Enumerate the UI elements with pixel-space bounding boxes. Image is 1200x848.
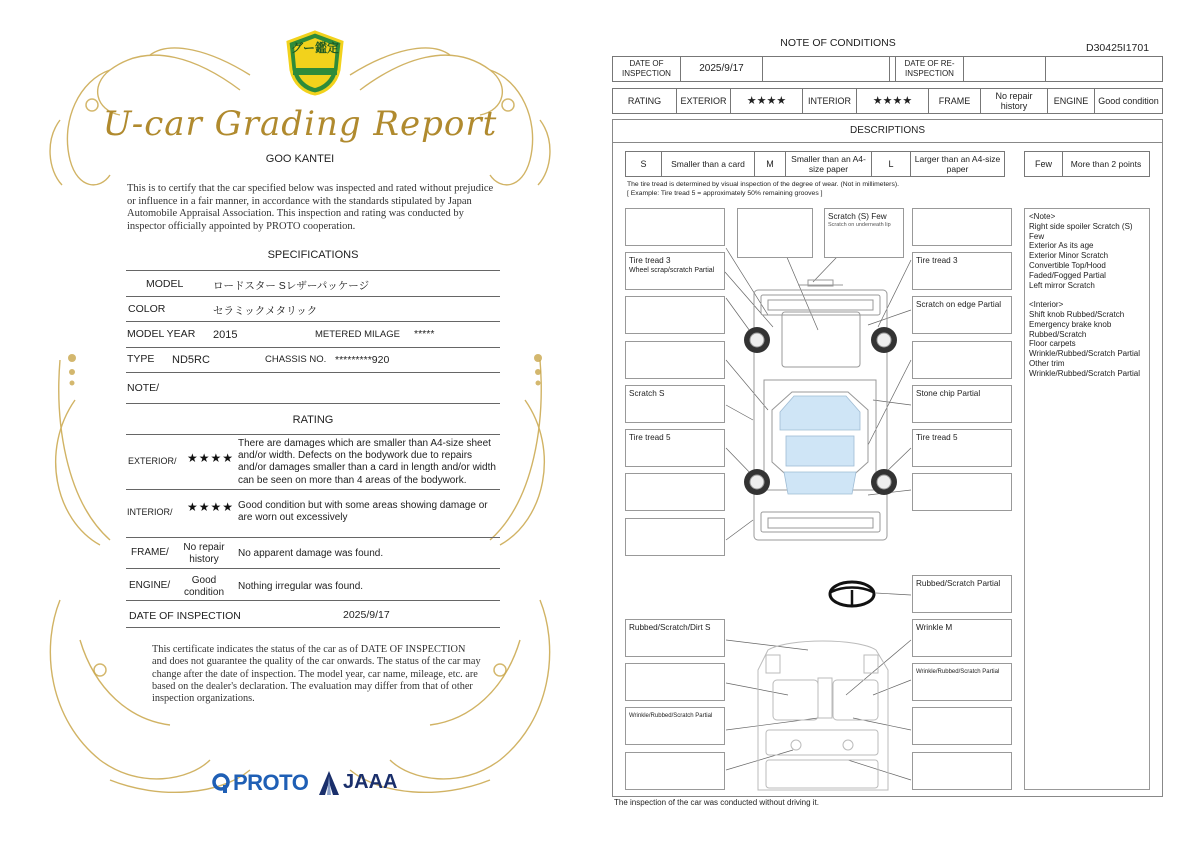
mileage-value: *****	[414, 328, 435, 340]
notes-line: Exterior As its age	[1029, 241, 1094, 251]
callout-box	[912, 707, 1012, 745]
note-label: NOTE/	[127, 382, 160, 394]
divider	[126, 403, 500, 404]
exterior-stars: ★★★★	[731, 89, 803, 113]
callout-front-spoiler	[824, 208, 904, 258]
divider	[126, 372, 500, 373]
notes-line: <Note>	[1029, 212, 1056, 221]
frame-label: FRAME	[929, 89, 981, 113]
callout-tire-front-right: Tire tread 3	[912, 252, 1012, 290]
interior-label: INTERIOR/	[127, 507, 173, 517]
interior-stars: ★★★★	[187, 500, 235, 514]
exterior-label: EXTERIOR	[677, 89, 731, 113]
callout-tire-rear-right: Tire tread 5	[912, 429, 1012, 467]
frame-value: No repair history	[183, 542, 225, 565]
date-reinspection-value	[964, 57, 1046, 81]
callout-text: Tire tread 3	[629, 256, 671, 265]
divider	[126, 434, 500, 435]
callout-box	[912, 752, 1012, 790]
rating-heading: RATING	[292, 414, 334, 426]
notes-line: Left mirror Scratch	[1029, 280, 1095, 290]
callout-subtext: Scratch on underneath lip	[828, 222, 891, 228]
callout-box	[912, 341, 1012, 379]
legend-few-row	[1024, 151, 1150, 177]
divider	[126, 627, 500, 628]
frame-value: No repair history	[981, 89, 1048, 113]
chassis-label: CHASSIS NO.	[265, 354, 327, 365]
shield-badge-icon	[284, 30, 346, 96]
callout-interior-wrinkle-left: Wrinkle/Rubbed/Scratch Partial	[625, 707, 725, 745]
cert-title: U-car Grading Report	[102, 104, 498, 144]
cert-intro: This is to certify that the car specified below was inspected and rated without prejudice or influence in a fair manner, in accordance with the standards stipulated by Japan Automobile Appraisal Association. This inspection and rating was conducted by inspector officially appointed by PROTO cooperation.	[127, 183, 494, 232]
steering-wheel-icon	[830, 582, 874, 606]
callout-interior-dirt: Rubbed/Scratch/Dirt S	[625, 619, 725, 657]
proto-logo-text: PROTO	[233, 770, 309, 795]
legend-l-text: Larger than an A4-size paper	[914, 153, 1001, 174]
callout-scratch-edge: Scratch on edge Partial	[912, 296, 1012, 334]
dates-row	[612, 56, 1163, 82]
callout-box	[625, 473, 725, 511]
badge-text: グー鑑定	[290, 41, 339, 55]
callout-text: Wheel scrap/scratch Partial	[629, 267, 715, 274]
cert-footnote: This certificate indicates the status of the car as of DATE OF INSPECTION and does not guarantee the quality of the car onwards. The status of the car may change after the date of inspection. The model year, car name, mileage, etc. are based on the dealer's declaration. The evaluation may differ from that of other inspection organizations.	[152, 644, 481, 705]
car-windows	[780, 396, 860, 494]
specs-heading: SPECIFICATIONS	[267, 249, 359, 261]
callout-box	[625, 341, 725, 379]
notes-line: Emergency brake knob Rubbed/Scratch	[1029, 319, 1112, 339]
callout-box	[912, 208, 1012, 246]
engine-label: ENGINE/	[129, 580, 171, 591]
interior-stars: ★★★★	[857, 89, 929, 113]
exterior-desc: There are damages which are smaller than A4-size sheet and/or width. Defects on the bodywork due to repairs and/or damages smaller than a card in length and/or width can be seen on more than 4 areas of the bodywork.	[238, 438, 496, 486]
notes-line: Other trim Wrinkle/Rubbed/Scratch Partial	[1029, 358, 1141, 378]
callout-box	[625, 296, 725, 334]
callout-steering: Rubbed/Scratch Partial	[912, 575, 1012, 613]
legend-s-code: S	[626, 152, 662, 176]
note-of-conditions-sheet	[608, 0, 1168, 848]
interior-label: INTERIOR	[803, 89, 857, 113]
date-inspection-label: DATE OF INSPECTION	[129, 610, 241, 622]
divider	[126, 347, 500, 348]
model-label: MODEL	[146, 278, 184, 290]
callout-scratch-s: Scratch S	[625, 385, 725, 423]
callout-tire-rear-left: Tire tread 5	[625, 429, 725, 467]
mileage-label: METERED MILAGE	[315, 329, 400, 340]
divider	[126, 600, 500, 601]
sheet-title: NOTE OF CONDITIONS	[780, 37, 896, 49]
legend-s-text: Smaller than a card	[662, 152, 755, 176]
exterior-stars: ★★★★	[187, 451, 235, 465]
frame-desc: No apparent damage was found.	[238, 548, 384, 559]
date-inspection-value: 2025/9/17	[343, 609, 390, 621]
notes-line: Floor carpets Wrinkle/Rubbed/Scratch Partial	[1029, 339, 1141, 359]
callout-box	[912, 473, 1012, 511]
callout-box	[737, 208, 813, 258]
divider	[126, 321, 500, 322]
engine-value: Good condition	[1098, 95, 1159, 106]
callout-box	[625, 663, 725, 701]
chassis-value: *********920	[335, 354, 390, 366]
sheet-footer: The inspection of the car was conducted without driving it.	[614, 798, 819, 807]
notes-panel	[1024, 208, 1150, 790]
engine-value: Good condition	[183, 575, 225, 598]
divider	[126, 568, 500, 569]
frame-label: FRAME/	[131, 547, 169, 558]
model-value: ロードスター Sレザーパッケージ	[213, 280, 370, 292]
descriptions-heading: DESCRIPTIONS	[612, 119, 1163, 143]
legend-row	[625, 151, 1005, 177]
tread-note: The tire tread is determined by visual inspection of the degree of wear. (Not in millimeters).	[627, 181, 899, 188]
color-value: セラミックメタリック	[213, 305, 318, 317]
notes-line: Right side spoiler Scratch (S) Few	[1029, 221, 1133, 241]
interior-desc: Good condition but with some areas showing damage or are worn out excessively	[238, 500, 488, 524]
notes-line: Exterior Minor Scratch	[1029, 251, 1109, 261]
rating-label: RATING	[613, 89, 677, 113]
date-reinspection-label: DATE OF RE-INSPECTION	[896, 57, 964, 81]
callout-text: Scratch (S) Few	[828, 212, 887, 221]
date-inspection-value: 2025/9/17	[681, 57, 763, 81]
model-year-value: 2015	[213, 329, 238, 341]
type-label: TYPE	[127, 353, 155, 365]
divider	[126, 270, 500, 271]
exterior-label: EXTERIOR/	[128, 456, 177, 466]
notes-line: Shift knob Rubbed/Scratch	[1029, 309, 1125, 319]
tread-example: [ Example: Tire tread 5 = approximately 50% remaining grooves ]	[627, 190, 823, 197]
divider	[126, 296, 500, 297]
doc-id: D30425I1701	[1086, 42, 1150, 54]
callout-tire-front-left	[625, 252, 725, 290]
notes-spacer	[1029, 290, 1145, 300]
callout-interior-wrinkle-right: Wrinkle/Rubbed/Scratch Partial	[912, 663, 1012, 701]
legend-few-text: More than 2 points	[1070, 158, 1142, 169]
callout-box	[625, 752, 725, 790]
date-blank	[763, 57, 890, 81]
notes-line: <Interior>	[1029, 300, 1064, 310]
rating-row	[612, 88, 1163, 114]
jaaa-logo-text: JAAA	[343, 771, 398, 793]
legend-m-code: M	[755, 152, 786, 176]
jaaa-logo-icon	[318, 770, 340, 796]
notes-line: Convertible Top/Hood Faded/Fogged Partial	[1029, 260, 1106, 280]
proto-logo-icon	[212, 772, 230, 794]
type-value: ND5RC	[172, 354, 210, 366]
divider	[126, 537, 500, 538]
legend-l-code: L	[872, 152, 911, 176]
callout-box	[625, 518, 725, 556]
callout-box	[625, 208, 725, 246]
date-blank	[1046, 57, 1162, 81]
car-interior-view	[758, 641, 888, 790]
legend-m-text: Smaller than an A4-size paper	[786, 152, 872, 176]
callout-wrinkle-m: Wrinkle M	[912, 619, 1012, 657]
engine-label: ENGINE	[1048, 89, 1095, 113]
legend-few-code: Few	[1025, 152, 1063, 176]
color-label: COLOR	[128, 303, 166, 315]
divider	[126, 489, 500, 490]
engine-desc: Nothing irregular was found.	[238, 581, 364, 592]
date-inspection-label: DATE OF INSPECTION	[613, 57, 681, 81]
cert-subtitle: GOO KANTEI	[265, 153, 335, 165]
goo-kantei-badge	[284, 30, 346, 96]
callout-stone-chip: Stone chip Partial	[912, 385, 1012, 423]
model-year-label: MODEL YEAR	[127, 328, 196, 340]
